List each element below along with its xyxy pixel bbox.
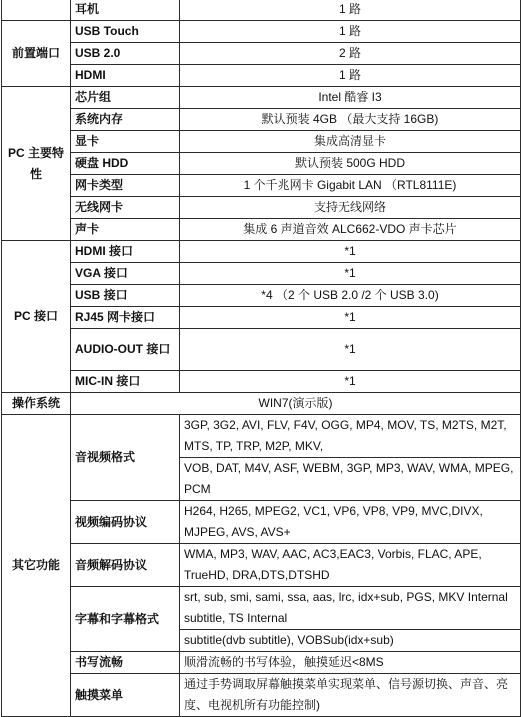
spec-name: VGA 接口 (71, 263, 180, 285)
category-cell: 前置端口 (2, 21, 71, 87)
table-row (2, 652, 521, 674)
spec-value: 集成 6 声道音效 ALC662-VDO 声卡芯片 (180, 219, 521, 241)
spec-value: 通过手势调取屏幕触摸菜单实现菜单、信号源切换、声音、亮度、电视机所有功能控制) (180, 674, 521, 717)
table-row (2, 241, 521, 263)
spec-table (1, 0, 521, 717)
table-row (2, 285, 521, 307)
spec-name: 网卡类型 (71, 175, 180, 197)
spec-name: 无线网卡 (71, 197, 180, 219)
table-row (2, 393, 521, 415)
spec-name: 视频编码协议 (71, 501, 180, 544)
table-row (2, 371, 521, 393)
spec-name: 字幕和字幕格式 (71, 587, 180, 652)
spec-value: srt, sub, smi, sami, ssa, aas, lrc, idx+sub, PGS, MKV Internal subtitle, TS Internal (180, 587, 521, 630)
table-row (2, 65, 521, 87)
spec-value: 1 个千兆网卡 Gigabit LAN （RTL8111E) (180, 175, 521, 197)
table-row (2, 544, 521, 587)
table-row (2, 674, 521, 717)
spec-name: MIC-IN 接口 (71, 371, 180, 393)
table-row (2, 175, 521, 197)
spec-value: subtitle(dvb subtitle), VOBSub(idx+sub) (180, 630, 521, 652)
spec-name: 触摸菜单 (71, 674, 180, 717)
category-cell: PC 接口 (2, 241, 71, 393)
category-cell: 其它功能 (2, 415, 71, 717)
spec-value: *1 (180, 307, 521, 329)
category-cell: 操作系统 (2, 393, 71, 415)
spec-value: 1 路 (180, 21, 521, 43)
table-row (2, 43, 521, 65)
spec-value: 1 路 (180, 65, 521, 87)
spec-value: *1 (180, 263, 521, 285)
spec-name: 声卡 (71, 219, 180, 241)
spec-name: 书写流畅 (71, 652, 180, 674)
spec-value: *1 (180, 241, 521, 263)
table-row (2, 501, 521, 544)
category-cell: PC 主要特性 (2, 87, 71, 241)
table-row (2, 329, 521, 371)
spec-value: *4 （2 个 USB 2.0 /2 个 USB 3.0) (180, 285, 521, 307)
spec-name: HDMI (71, 65, 180, 87)
table-row (2, 587, 521, 630)
table-row (2, 153, 521, 175)
spec-name: USB Touch (71, 21, 180, 43)
spec-value: *1 (180, 371, 521, 393)
spec-value: WMA, MP3, WAV, AAC, AC3,EAC3, Vorbis, FLAC, APE, TrueHD, DRA,DTS,DTSHD (180, 544, 521, 587)
spec-value: *1 (180, 329, 521, 371)
spec-value: 1 路 (180, 0, 521, 21)
spec-name: USB 2.0 (71, 43, 180, 65)
table-row (2, 109, 521, 131)
table-row (2, 219, 521, 241)
spec-name: 显卡 (71, 131, 180, 153)
table-row (2, 87, 521, 109)
spec-value: VOB, DAT, M4V, ASF, WEBM, 3GP, MP3, WAV, WMA, MPEG, PCM (180, 458, 521, 501)
table-row (2, 197, 521, 219)
table-row (2, 307, 521, 329)
spec-value: Intel 酷睿 I3 (180, 87, 521, 109)
spec-name: 音视频格式 (71, 415, 180, 501)
spec-name: 芯片组 (71, 87, 180, 109)
spec-name: USB 接口 (71, 285, 180, 307)
spec-name: HDMI 接口 (71, 241, 180, 263)
spec-value: 集成高清显卡 (180, 131, 521, 153)
table-row (2, 415, 521, 458)
spec-value: 默认预装 4GB （最大支持 16GB) (180, 109, 521, 131)
spec-name: 音频解码协议 (71, 544, 180, 587)
spec-value: H264, H265, MPEG2, VC1, VP6, VP8, VP9, MVC,DIVX, MJPEG, AVS, AVS+ (180, 501, 521, 544)
spec-value: 2 路 (180, 43, 521, 65)
table-row (2, 21, 521, 43)
spec-name: 耳机 (71, 0, 180, 21)
category-cell-empty (2, 0, 71, 21)
spec-value: 默认预装 500G HDD (180, 153, 521, 175)
spec-value: 支持无线网络 (180, 197, 521, 219)
table-row (2, 131, 521, 153)
spec-value: 顺滑流畅的书写体验，触摸延迟<8MS (180, 652, 521, 674)
spec-value: WIN7(演示版) (71, 393, 521, 415)
spec-name: RJ45 网卡接口 (71, 307, 180, 329)
spec-value: 3GP, 3G2, AVI, FLV, F4V, OGG, MP4, MOV, TS, M2TS, M2T, MTS, TP, TRP, M2P, MKV, (180, 415, 521, 458)
table-row (2, 0, 521, 21)
spec-name: AUDIO-OUT 接口 (71, 329, 180, 371)
spec-name: 系统内存 (71, 109, 180, 131)
table-row (2, 263, 521, 285)
spec-name: 硬盘 HDD (71, 153, 180, 175)
